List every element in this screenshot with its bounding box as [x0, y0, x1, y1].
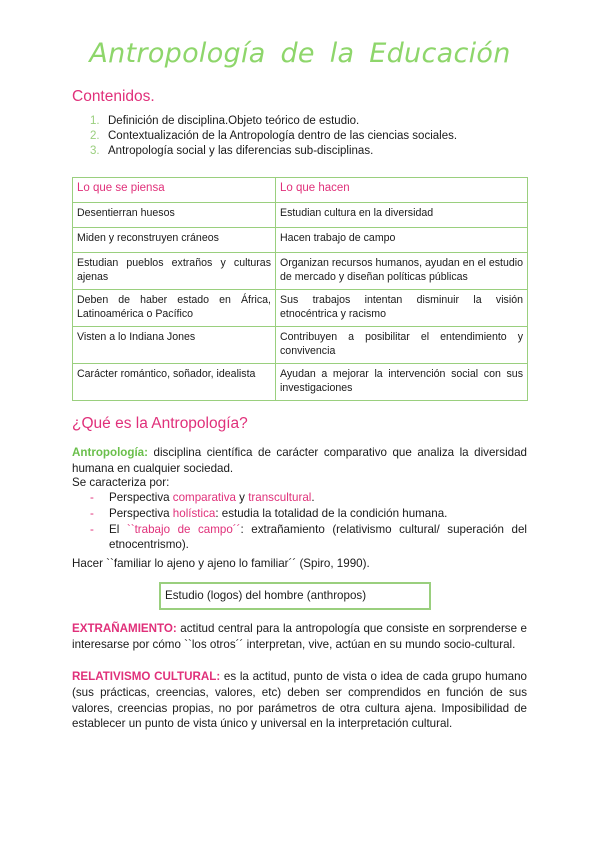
table-cell: Desentierran huesos — [73, 203, 276, 228]
table-cell: Visten a lo Indiana Jones — [73, 327, 276, 364]
comparison-table — [72, 177, 528, 401]
characterized-line: Se caracteriza por: — [72, 476, 170, 489]
table-cell: Ayudan a mejorar la intervención social con sus investigaciones — [276, 364, 528, 401]
table-cell: Miden y reconstruyen cráneos — [73, 228, 276, 253]
list-item: 1. Definición de disciplina.Objeto teórico de estudio. — [90, 115, 360, 127]
table-cell: Sus trabajos intentan disminuir la visión etnocéntrica y racismo — [276, 290, 528, 327]
extranamiento-paragraph: EXTRAÑAMIENTO: actitud central para la antropología que consiste en sorprenderse e interesarse por cómo ``los otros´´ interpretan, vive, actúan en su mundo socio-cultural. — [72, 622, 527, 651]
section-heading-anthropology: ¿Qué es la Antropología? — [72, 415, 248, 432]
contents-heading: Contenidos. — [72, 88, 155, 105]
list-item: 2. Contextualización de la Antropología dentro de las ciencias sociales. — [90, 130, 458, 142]
table-row — [73, 253, 528, 290]
table-cell: Organizan recursos humanos, ayudan en el estudio de mercado y diseñan políticas públicas — [276, 253, 528, 290]
table-row — [73, 290, 528, 327]
list-item: - Perspectiva holística: estudia la totalidad de la condición humana. — [90, 506, 448, 520]
definition-term: Antropología: — [72, 446, 148, 459]
table-header-done: Lo que hacen — [276, 178, 528, 203]
characteristics-list — [90, 490, 527, 553]
extranamiento-term: EXTRAÑAMIENTO: — [72, 622, 177, 635]
spiro-quote: Hacer ``familiar lo ajeno y ajeno lo familiar´´ (Spiro, 1990). — [72, 557, 370, 570]
relativismo-paragraph: RELATIVISMO CULTURAL: es la actitud, punto de vista o idea de cada grupo humano (sus prácticas, creencias, valores, etc) deben ser comprendidos en función de sus valores, creencias propias, no por parámetros de otra cultura ajena. Imposibilidad de establecer un punto de vista único y universal en la interpretación cultural. — [72, 670, 527, 731]
list-item: - Perspectiva comparativa y transcultural. — [90, 491, 315, 504]
list-item: - El ``trabajo de campo´´: extrañamiento (relativismo cultural/ superación del etnocentrismo). — [90, 522, 528, 552]
relativismo-term: RELATIVISMO CULTURAL: — [72, 670, 221, 683]
table-row — [73, 364, 528, 401]
table-cell: Estudian pueblos extraños y culturas ajenas — [73, 253, 276, 290]
list-item: 3. Antropología social y las diferencias sub-disciplinas. — [90, 145, 374, 157]
contents-list — [90, 114, 457, 159]
table-cell: Estudian cultura en la diversidad — [276, 203, 528, 228]
table-row — [73, 327, 528, 364]
table-header-thought: Lo que se piensa — [73, 178, 276, 203]
table-row — [73, 203, 528, 228]
table-cell: Carácter romántico, soñador, idealista — [73, 364, 276, 401]
definition-paragraph: Antropología: disciplina científica de carácter comparativo que analiza la diversidad humana en cualquier sociedad. — [72, 446, 527, 475]
document-title: Antropología de la Educación — [89, 38, 511, 69]
table-cell: Hacen trabajo de campo — [276, 228, 528, 253]
table-row — [73, 228, 528, 253]
etymology-box: Estudio (logos) del hombre (anthropos) — [159, 582, 431, 610]
table-cell: Deben de haber estado en África, Latinoamérica o Pacífico — [73, 290, 276, 327]
table-cell: Contribuyen a posibilitar el entendimiento y convivencia — [276, 327, 528, 364]
